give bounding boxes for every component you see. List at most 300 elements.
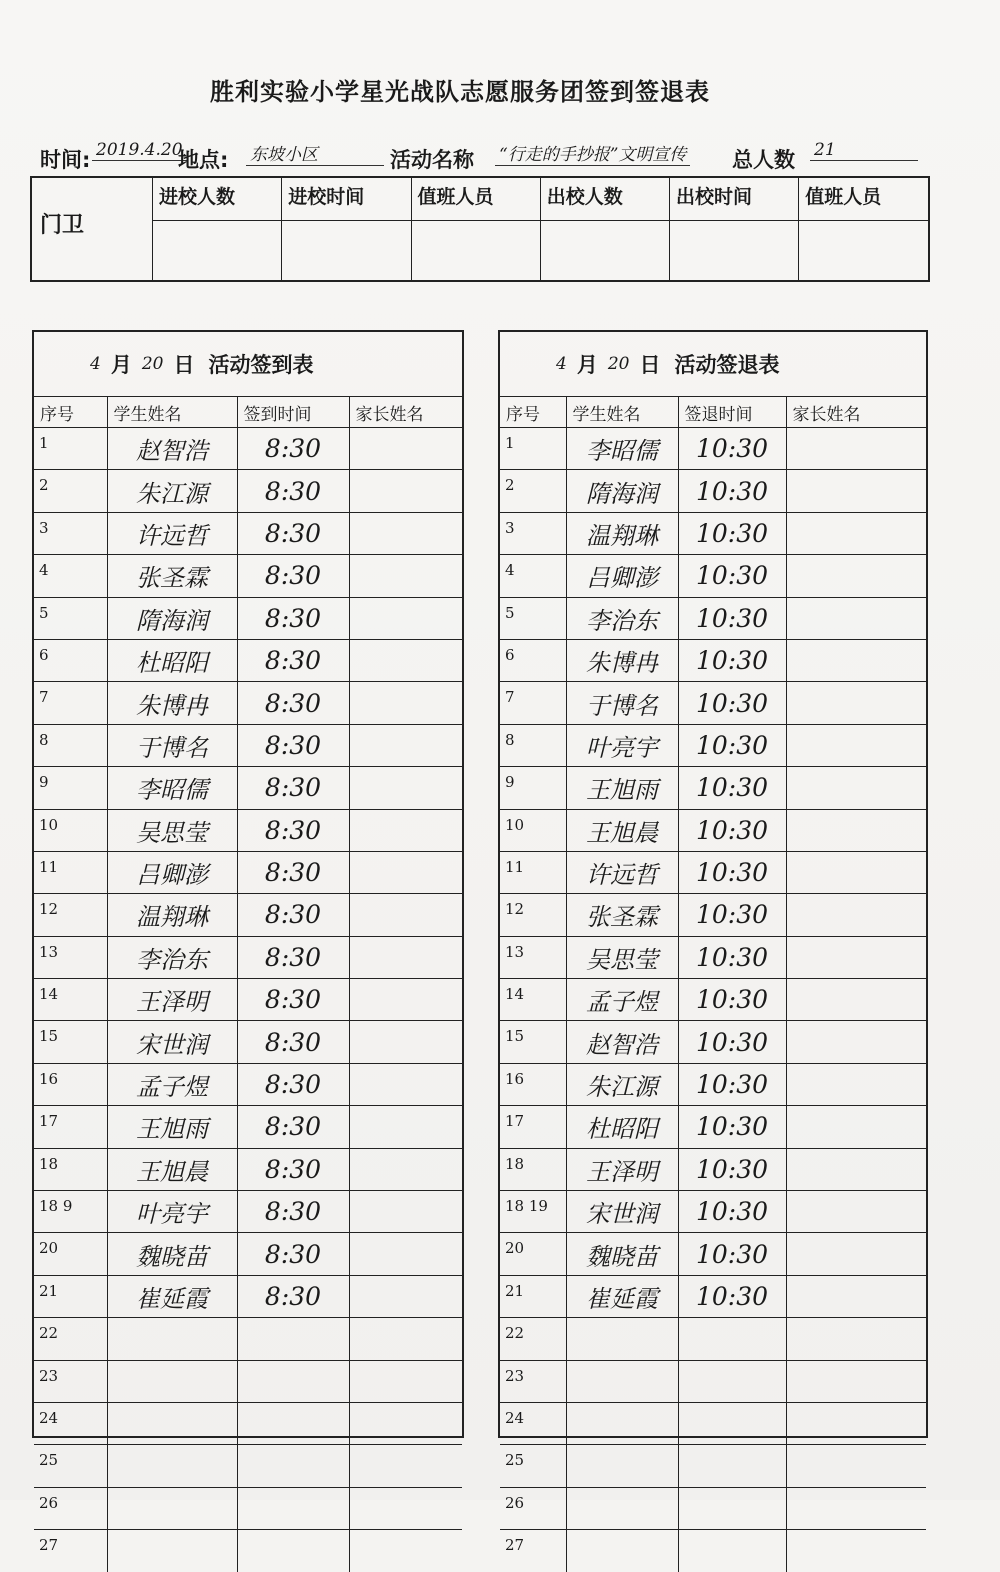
signout-time: 10:30: [678, 597, 786, 639]
signin-month: 4: [90, 354, 101, 374]
table-row: [34, 851, 462, 893]
gate-header: 值班人员: [411, 178, 540, 221]
gate-cell: [411, 221, 540, 281]
parent-name: [349, 1445, 462, 1487]
signin-time: 8:30: [237, 894, 349, 936]
row-number: 9: [500, 767, 566, 809]
table-row: [34, 1191, 462, 1233]
student-name: [566, 1360, 678, 1402]
table-row: [500, 851, 926, 893]
student-name: 孟子煜: [107, 1063, 237, 1105]
row-number: 17: [34, 1106, 107, 1148]
signin-time: 8:30: [237, 512, 349, 554]
gate-label: 门卫: [40, 213, 85, 238]
signout-time: [678, 1530, 786, 1572]
table-row: [34, 470, 462, 512]
row-number: 14: [34, 979, 107, 1021]
student-name: 王旭晨: [566, 809, 678, 851]
row-number: 23: [34, 1360, 107, 1402]
student-name: 朱博冉: [566, 639, 678, 681]
student-name: 王泽明: [107, 979, 237, 1021]
signin-time: 8:30: [237, 724, 349, 766]
signin-time: 8:30: [237, 428, 349, 470]
table-row: [34, 1487, 462, 1529]
student-name: 隋海润: [107, 597, 237, 639]
gate-header: 进校时间: [282, 178, 411, 221]
signin-time: 8:30: [237, 1106, 349, 1148]
signin-heading: [34, 332, 462, 397]
student-name: [107, 1318, 237, 1360]
signin-time: 8:30: [237, 936, 349, 978]
signout-time: 10:30: [678, 1106, 786, 1148]
row-number: 18 19: [500, 1191, 566, 1233]
table-row: [500, 1063, 926, 1105]
row-number: 13: [34, 936, 107, 978]
table-row: [34, 809, 462, 851]
row-number: 23: [500, 1360, 566, 1402]
student-name: [107, 1487, 237, 1529]
row-number: 7: [500, 682, 566, 724]
table-row: [34, 1106, 462, 1148]
signout-time: 10:30: [678, 724, 786, 766]
parent-name: [786, 639, 926, 681]
student-name: 崔延霞: [566, 1275, 678, 1317]
signout-time: 10:30: [678, 936, 786, 978]
student-name: 吴思莹: [566, 936, 678, 978]
student-name: 张圣霖: [566, 894, 678, 936]
table-row: [34, 936, 462, 978]
row-number: 6: [500, 639, 566, 681]
signin-time: 8:30: [237, 639, 349, 681]
table-row: [34, 1233, 462, 1275]
parent-name: [786, 597, 926, 639]
student-name: 王泽明: [566, 1148, 678, 1190]
student-name: 朱江源: [566, 1063, 678, 1105]
parent-name: [349, 1360, 462, 1402]
parent-name: [349, 1487, 462, 1529]
parent-name: [786, 682, 926, 724]
parent-name: [349, 1191, 462, 1233]
table-row: [500, 979, 926, 1021]
parent-name: [349, 1318, 462, 1360]
row-number: 8: [500, 724, 566, 766]
column-header: 序号: [500, 397, 566, 428]
parent-name: [349, 1233, 462, 1275]
row-number: 17: [500, 1106, 566, 1148]
gate-cell: [799, 221, 928, 281]
parent-name: [786, 470, 926, 512]
student-name: 张圣霖: [107, 555, 237, 597]
parent-name: [786, 1360, 926, 1402]
parent-name: [349, 470, 462, 512]
signout-time: 10:30: [678, 809, 786, 851]
signin-time: 8:30: [237, 979, 349, 1021]
signout-time: [678, 1487, 786, 1529]
signout-time: 10:30: [678, 1063, 786, 1105]
student-name: [107, 1445, 237, 1487]
parent-name: [349, 682, 462, 724]
student-name: 宋世润: [107, 1021, 237, 1063]
signout-month: 4: [556, 354, 567, 374]
table-row: [500, 1191, 926, 1233]
parent-name: [349, 1275, 462, 1317]
student-name: 叶亮宇: [107, 1191, 237, 1233]
student-name: 魏晓苗: [107, 1233, 237, 1275]
student-name: 温翔琳: [566, 512, 678, 554]
parent-name: [786, 1021, 926, 1063]
row-number: 26: [500, 1487, 566, 1529]
student-name: 许远哲: [566, 851, 678, 893]
row-number: 7: [34, 682, 107, 724]
student-name: 朱江源: [107, 470, 237, 512]
row-number: 1: [500, 428, 566, 470]
signout-panel: [498, 330, 928, 1555]
parent-name: [349, 512, 462, 554]
table-row: [500, 555, 926, 597]
column-header: 序号: [34, 397, 107, 428]
row-number: 27: [39, 1536, 59, 1555]
signin-time: [237, 1445, 349, 1487]
table-row: [500, 1233, 926, 1275]
place-value: 东坡小区: [246, 140, 384, 166]
table-row: [34, 512, 462, 554]
parent-name: [786, 1106, 926, 1148]
student-name: [107, 1360, 237, 1402]
student-name: 于博名: [566, 682, 678, 724]
gate-cell: [540, 221, 669, 281]
student-name: 杜昭阳: [566, 1106, 678, 1148]
table-row: [34, 1021, 462, 1063]
signin-time: 8:30: [237, 1275, 349, 1317]
parent-name: [349, 936, 462, 978]
table-row: [34, 1530, 462, 1572]
row-number: 3: [500, 512, 566, 554]
student-name: 叶亮宇: [566, 724, 678, 766]
signout-time: [678, 1360, 786, 1402]
row-number: 8: [34, 724, 107, 766]
parent-name: [786, 1318, 926, 1360]
parent-name: [349, 851, 462, 893]
row-number: 12: [34, 894, 107, 936]
table-row: [34, 555, 462, 597]
signout-time: 10:30: [678, 1233, 786, 1275]
gate-header: 出校时间: [670, 178, 799, 221]
row-number: 1: [34, 428, 107, 470]
parent-name: [786, 1487, 926, 1529]
student-name: [566, 1318, 678, 1360]
table-row: [500, 1021, 926, 1063]
parent-name: [349, 639, 462, 681]
student-name: 李昭儒: [566, 428, 678, 470]
row-number: 13: [500, 936, 566, 978]
parent-name: [786, 936, 926, 978]
signout-month-label: 月: [576, 353, 598, 377]
signin-time: 8:30: [237, 597, 349, 639]
parent-name: [786, 979, 926, 1021]
table-row: [34, 1445, 462, 1487]
table-row: [500, 936, 926, 978]
student-name: 宋世润: [566, 1191, 678, 1233]
table-row: [500, 1148, 926, 1190]
place-label: 地点:: [178, 148, 229, 172]
row-number: 2: [34, 470, 107, 512]
column-header: 学生姓名: [566, 397, 678, 428]
row-number: 15: [34, 1021, 107, 1063]
signin-time: 8:30: [237, 1063, 349, 1105]
table-row: [500, 894, 926, 936]
student-name: [107, 1530, 237, 1572]
signout-time: 10:30: [678, 767, 786, 809]
column-header: 家长姓名: [349, 397, 462, 428]
table-row: [34, 682, 462, 724]
signout-time: 10:30: [678, 1191, 786, 1233]
signout-time: [678, 1318, 786, 1360]
row-number: 18: [34, 1148, 107, 1190]
table-row: [34, 1318, 462, 1360]
parent-name: [786, 1233, 926, 1275]
signout-time: 10:30: [678, 1275, 786, 1317]
time-label: 时间:: [40, 148, 91, 172]
signin-time: [237, 1530, 349, 1572]
row-number: 26: [34, 1487, 107, 1529]
row-number: 10: [34, 809, 107, 851]
parent-name: [786, 512, 926, 554]
signout-time: 10:30: [678, 894, 786, 936]
signout-heading: [500, 332, 926, 397]
signin-day-label: 日: [173, 353, 195, 377]
student-name: 朱博冉: [107, 682, 237, 724]
gate-grid: [152, 178, 928, 280]
table-row: [500, 1487, 926, 1529]
row-number: 18 9: [34, 1191, 107, 1233]
signout-time: 10:30: [678, 979, 786, 1021]
student-name: 赵智浩: [566, 1021, 678, 1063]
signin-time: 8:30: [237, 809, 349, 851]
signin-time: 8:30: [237, 682, 349, 724]
row-number: 9: [34, 767, 107, 809]
parent-name: [349, 1530, 462, 1572]
table-row: [500, 1318, 926, 1360]
table-row: [500, 470, 926, 512]
table-row: [34, 1402, 462, 1444]
row-number: 27: [505, 1536, 525, 1555]
signout-day-label: 日: [639, 353, 661, 377]
column-header: 签退时间: [678, 397, 786, 428]
column-header: 签到时间: [237, 397, 349, 428]
student-name: 王旭雨: [566, 767, 678, 809]
parent-name: [786, 1275, 926, 1317]
parent-name: [349, 1021, 462, 1063]
signin-time: 8:30: [237, 1233, 349, 1275]
student-name: 吴思莹: [107, 809, 237, 851]
row-number: 10: [500, 809, 566, 851]
table-row: [34, 979, 462, 1021]
row-number: 12: [500, 894, 566, 936]
signout-rows: [500, 428, 926, 1572]
signout-time: [678, 1445, 786, 1487]
row-number: 21: [34, 1275, 107, 1317]
parent-name: [786, 809, 926, 851]
gate-header: 进校人数: [153, 178, 282, 221]
row-number: 4: [500, 555, 566, 597]
table-row: [500, 1106, 926, 1148]
parent-name: [786, 1063, 926, 1105]
column-header: 学生姓名: [107, 397, 237, 428]
table-row: [34, 724, 462, 766]
table-row: [500, 1445, 926, 1487]
row-number: 6: [34, 639, 107, 681]
table-row: [500, 1402, 926, 1444]
signin-panel: [32, 330, 464, 1555]
table-row: [500, 767, 926, 809]
signin-table: [34, 397, 462, 1572]
signin-month-label: 月: [110, 353, 132, 377]
student-name: 温翔琳: [107, 894, 237, 936]
table-row: [500, 1530, 926, 1572]
gate-header: 出校人数: [540, 178, 669, 221]
signin-time: 8:30: [237, 1191, 349, 1233]
parent-name: [349, 767, 462, 809]
signout-time: 10:30: [678, 1148, 786, 1190]
student-name: 李治东: [566, 597, 678, 639]
signout-time: [678, 1402, 786, 1444]
signin-time: 8:30: [237, 470, 349, 512]
signout-time: 10:30: [678, 639, 786, 681]
row-number: 22: [34, 1318, 107, 1360]
parent-name: [786, 555, 926, 597]
table-row: [34, 1275, 462, 1317]
student-name: 赵智浩: [107, 428, 237, 470]
parent-name: [786, 428, 926, 470]
parent-name: [349, 809, 462, 851]
signout-time: 10:30: [678, 682, 786, 724]
row-number: 24: [500, 1402, 566, 1444]
table-row: [500, 809, 926, 851]
row-number: 15: [500, 1021, 566, 1063]
row-number: 18: [500, 1148, 566, 1190]
total-value: 21: [810, 140, 918, 161]
table-row: [500, 597, 926, 639]
row-number: 24: [34, 1402, 107, 1444]
row-number: 2: [500, 470, 566, 512]
table-row: [500, 1275, 926, 1317]
column-header: 家长姓名: [786, 397, 926, 428]
table-row: [500, 724, 926, 766]
page-title: 胜利实验小学星光战队志愿服务团签到签退表: [210, 78, 710, 106]
signin-time: 8:30: [237, 1021, 349, 1063]
parent-name: [786, 724, 926, 766]
table-row: [500, 428, 926, 470]
gate-cell: [282, 221, 411, 281]
parent-name: [349, 1148, 462, 1190]
gate-cell: [153, 221, 282, 281]
student-name: 于博名: [107, 724, 237, 766]
student-name: 李昭儒: [107, 767, 237, 809]
parent-name: [786, 894, 926, 936]
activity-label: 活动名称: [390, 148, 474, 172]
student-name: [566, 1445, 678, 1487]
signin-time: 8:30: [237, 555, 349, 597]
row-number: 21: [500, 1275, 566, 1317]
signin-time: [237, 1402, 349, 1444]
student-name: 魏晓苗: [566, 1233, 678, 1275]
student-name: 吕卿澎: [566, 555, 678, 597]
parent-name: [786, 851, 926, 893]
parent-name: [349, 555, 462, 597]
student-name: 王旭雨: [107, 1106, 237, 1148]
gate-table: [30, 176, 930, 282]
signin-time: [237, 1318, 349, 1360]
gate-header: 值班人员: [799, 178, 928, 221]
parent-name: [786, 1445, 926, 1487]
signin-day: 20: [141, 354, 164, 374]
row-number: 5: [34, 597, 107, 639]
signout-table: [500, 397, 926, 1572]
time-value: 2019.4.20: [92, 140, 187, 161]
table-row: [500, 512, 926, 554]
signout-time: 10:30: [678, 470, 786, 512]
activity-value: “行走的手抄报”文明宣传: [495, 140, 690, 166]
row-number: 11: [34, 851, 107, 893]
row-number: 20: [500, 1233, 566, 1275]
parent-name: [349, 894, 462, 936]
parent-name: [786, 1530, 926, 1572]
parent-name: [349, 428, 462, 470]
signin-time: [237, 1487, 349, 1529]
table-row: [34, 767, 462, 809]
signin-rows: [34, 428, 462, 1572]
signin-time: 8:30: [237, 1148, 349, 1190]
student-name: 吕卿澎: [107, 851, 237, 893]
signout-day: 20: [607, 354, 630, 374]
row-number: 16: [34, 1063, 107, 1105]
table-row: [500, 682, 926, 724]
parent-name: [786, 1148, 926, 1190]
table-row: [500, 1360, 926, 1402]
table-row: [34, 1063, 462, 1105]
total-label: 总人数: [732, 148, 795, 172]
student-name: 许远哲: [107, 512, 237, 554]
signin-time: 8:30: [237, 767, 349, 809]
student-name: [566, 1402, 678, 1444]
row-number: 11: [500, 851, 566, 893]
student-name: [107, 1402, 237, 1444]
signin-time: [237, 1360, 349, 1402]
student-name: 孟子煜: [566, 979, 678, 1021]
row-number: 4: [34, 555, 107, 597]
signout-time: 10:30: [678, 512, 786, 554]
signout-time: 10:30: [678, 1021, 786, 1063]
row-number: 25: [34, 1445, 107, 1487]
parent-name: [349, 724, 462, 766]
row-number: 25: [500, 1445, 566, 1487]
parent-name: [349, 1063, 462, 1105]
student-name: [566, 1487, 678, 1529]
student-name: 李治东: [107, 936, 237, 978]
table-row: [34, 1360, 462, 1402]
parent-name: [786, 1402, 926, 1444]
table-row: [34, 428, 462, 470]
parent-name: [786, 1191, 926, 1233]
table-row: [34, 894, 462, 936]
row-number: 20: [34, 1233, 107, 1275]
row-number: 22: [500, 1318, 566, 1360]
signin-time: 8:30: [237, 851, 349, 893]
student-name: 王旭晨: [107, 1148, 237, 1190]
parent-name: [349, 1402, 462, 1444]
table-row: [500, 639, 926, 681]
parent-name: [349, 979, 462, 1021]
